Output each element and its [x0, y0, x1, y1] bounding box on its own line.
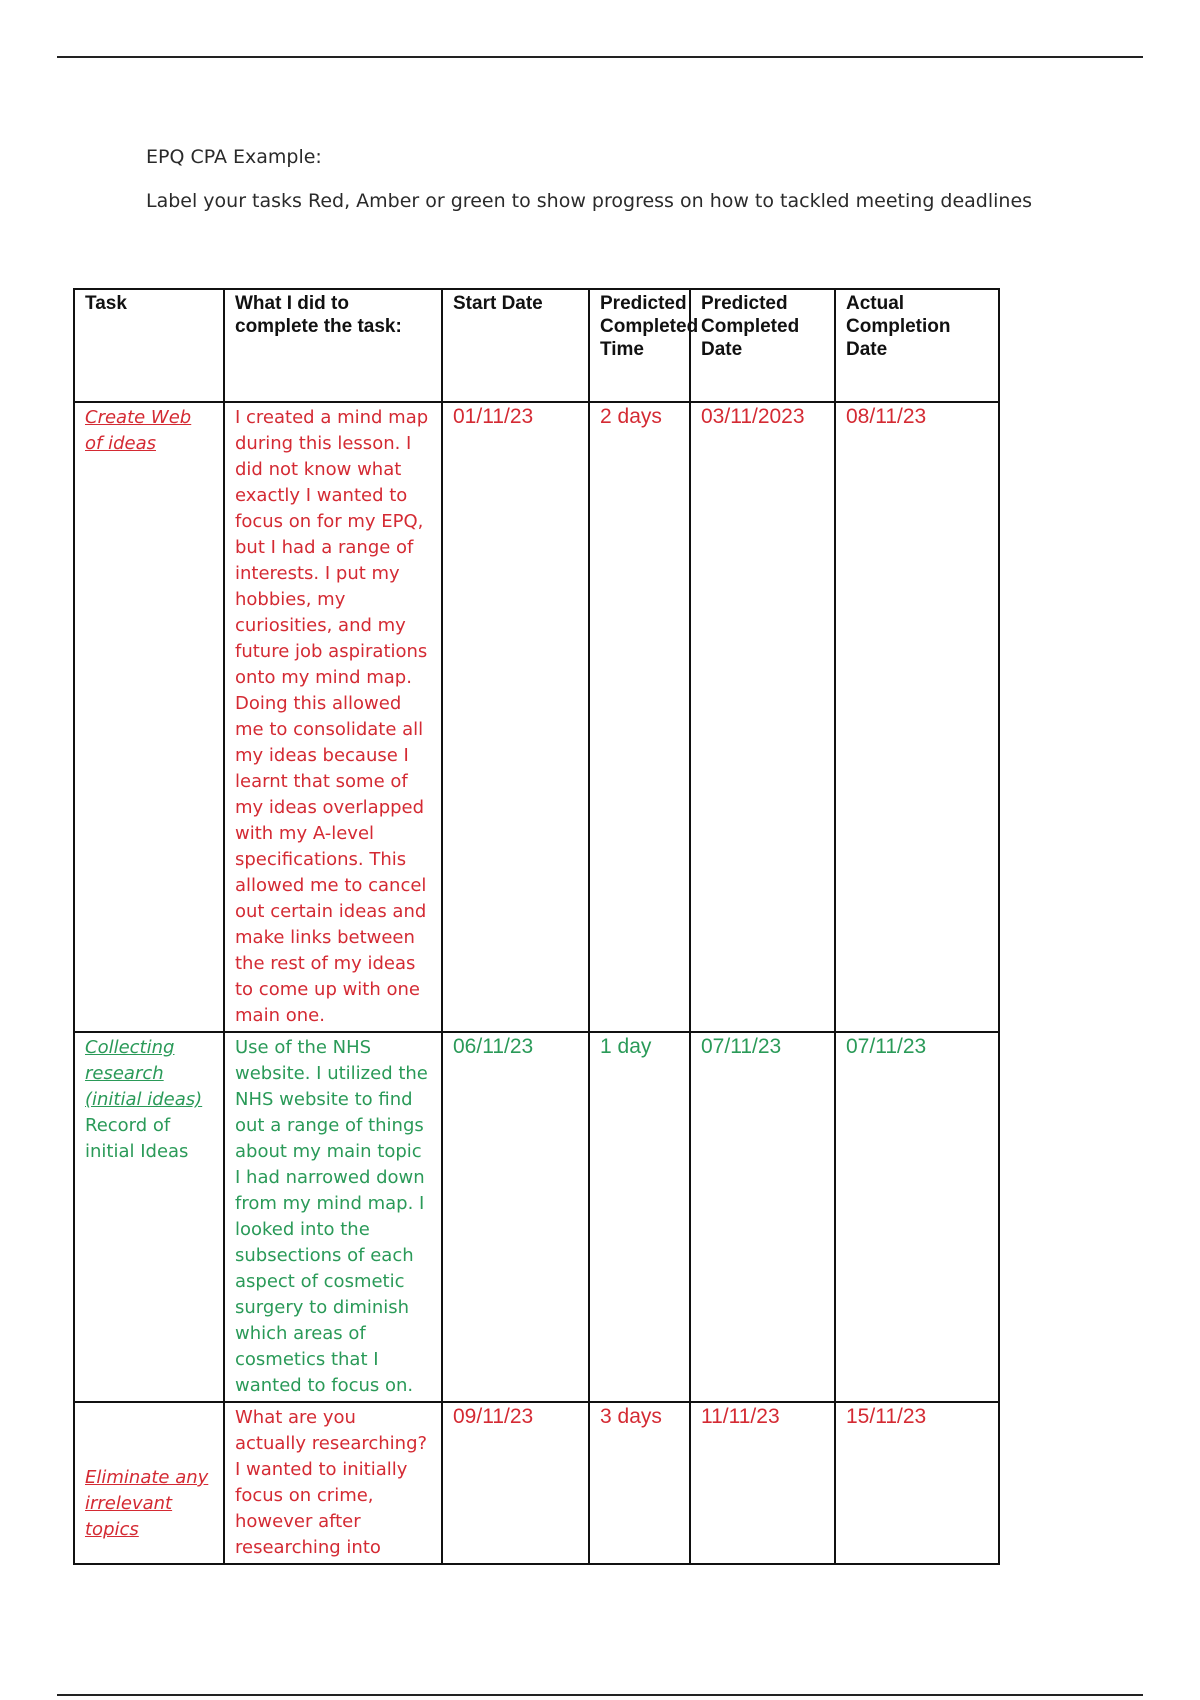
header-predicted-time: Predicted Completed Time [589, 289, 690, 402]
description-cell: I created a mind map during this lesson. I did not know what exactly I wanted to focus on for my EPQ, but I had a range of interests. I put my hobbies, my curiosities, and my future job aspirations onto my mind map. Doing this allowed me to consolidate all my ideas because I learnt that some of my ideas overlapped with my A-level specifications. This allowed me to cancel out certain ideas and make links between the rest of my ideas to come up with one main one. [224, 402, 442, 1032]
task-cell [74, 1402, 224, 1564]
predicted-time-cell: 1 day [589, 1032, 690, 1402]
header-task: Task [74, 289, 224, 402]
predicted-date-cell: 03/11/2023 [690, 402, 835, 1032]
instruction-text: Label your tasks Red, Amber or green to show progress on how to tackled meeting deadlines [146, 190, 1033, 212]
task-title: Collecting research (initial ideas) [85, 1037, 203, 1110]
header-rule [57, 56, 1143, 58]
start-date-cell: 06/11/23 [442, 1032, 589, 1402]
header-predicted-date: Predicted Completed Date [690, 289, 835, 402]
start-date-cell: 09/11/23 [442, 1402, 589, 1564]
footer-rule [57, 1694, 1143, 1696]
table-row [74, 402, 999, 1032]
predicted-date-cell: 11/11/23 [690, 1402, 835, 1564]
page-heading: EPQ CPA Example: [146, 146, 322, 168]
task-subtitle: Record of initial Ideas [85, 1115, 189, 1162]
start-date-cell: 01/11/23 [442, 402, 589, 1032]
task-cell [74, 402, 224, 1032]
table-header-row [74, 289, 999, 402]
actual-date-cell: 07/11/23 [835, 1032, 999, 1402]
table-row [74, 1402, 999, 1564]
predicted-time-cell: 3 days [589, 1402, 690, 1564]
predicted-date-cell: 07/11/23 [690, 1032, 835, 1402]
task-title: Create Web of ideas [85, 407, 192, 454]
header-start-date: Start Date [442, 289, 589, 402]
predicted-time-cell: 2 days [589, 402, 690, 1032]
table-row [74, 1032, 999, 1402]
task-cell [74, 1032, 224, 1402]
description-cell: What are you actually researching? I wanted to initially focus on crime, however after researching into [224, 1402, 442, 1564]
cpa-table [73, 288, 1000, 1565]
description-cell: Use of the NHS website. I utilized the NHS website to find out a range of things about my main topic I had narrowed down from my mind map. I looked into the subsections of each aspect of cosmetic surgery to diminish which areas of cosmetics that I wanted to focus on. [224, 1032, 442, 1402]
actual-date-cell: 15/11/23 [835, 1402, 999, 1564]
task-title: Eliminate any irrelevant topics [85, 1467, 209, 1540]
actual-date-cell: 08/11/23 [835, 402, 999, 1032]
header-actual-date: Actual Completion Date [835, 289, 999, 402]
header-what: What I did to complete the task: [224, 289, 442, 402]
